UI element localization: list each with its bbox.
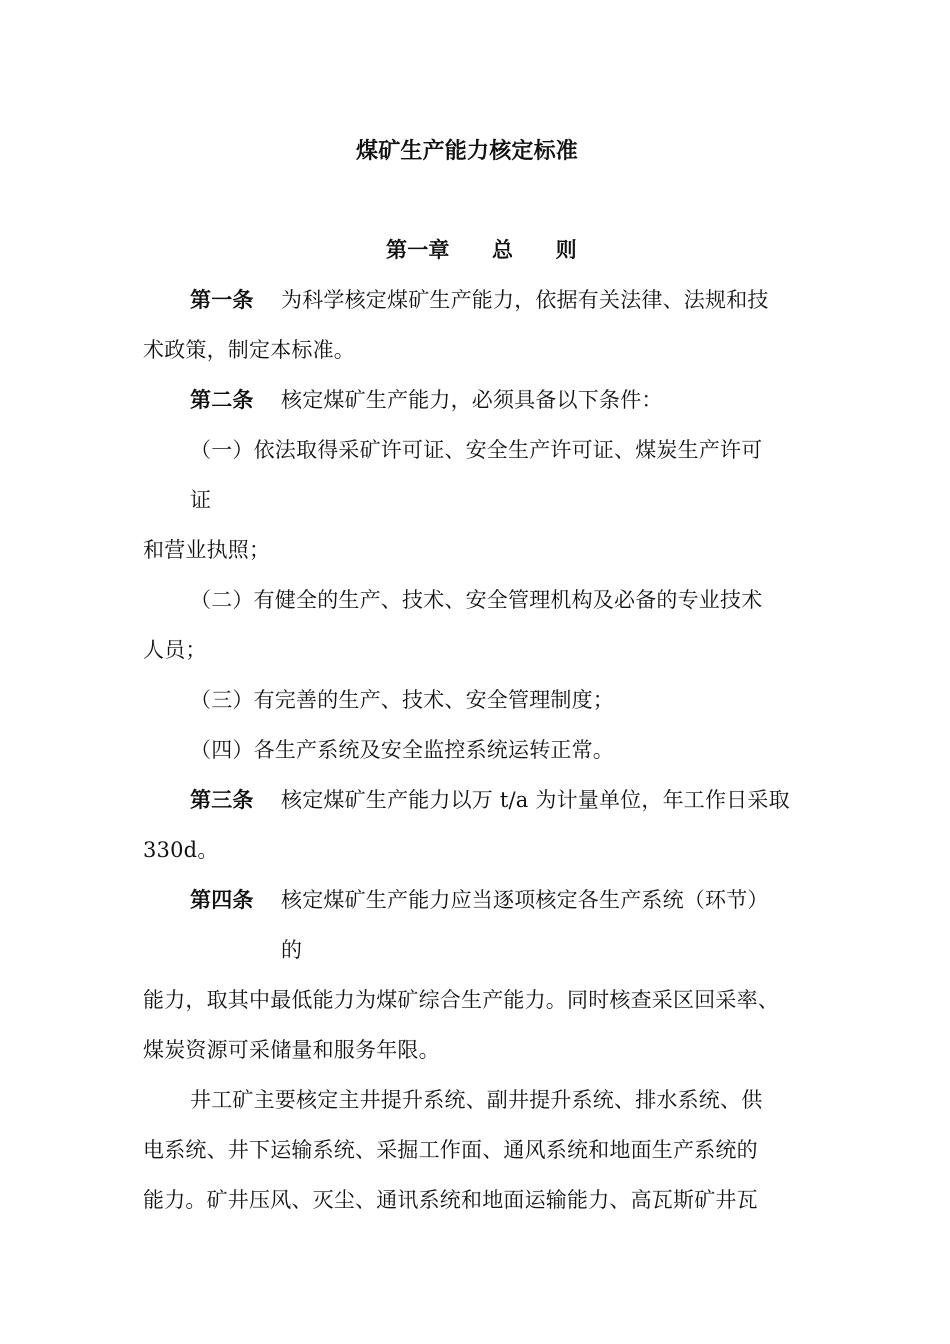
article-4-text-cont3: 煤炭资源可采储量和服务年限。 (143, 1038, 440, 1062)
chapter-heading: 第一章 总 则 (386, 238, 577, 262)
article-3-label: 第三条 (190, 788, 254, 812)
article-4-text-cont2: 能力，取其中最低能力为煤矿综合生产能力。同时核查采区回采率、 (143, 988, 779, 1012)
paragraph-underground-mine-cont: 电系统、井下运输系统、采掘工作面、通风系统和地面生产系统的 (143, 1138, 758, 1162)
condition-item-1-cont2: 和营业执照； (143, 538, 271, 562)
condition-item-4: （四）各生产系统及安全监控系统运转正常。 (190, 738, 614, 762)
article-1-text-cont: 术政策，制定本标准。 (143, 338, 355, 362)
document-title: 煤矿生产能力核定标准 (356, 139, 579, 164)
article-2-text: 核定煤矿生产能力，必须具备以下条件： (281, 388, 663, 412)
condition-item-2: （二）有健全的生产、技术、安全管理机构及必备的专业技术 (190, 588, 763, 612)
article-3-text: 核定煤矿生产能力以万 t/a 为计量单位，年工作日采取 (281, 788, 790, 812)
article-1-label: 第一条 (190, 288, 254, 312)
article-4-label: 第四条 (190, 888, 254, 912)
article-2-label: 第二条 (190, 388, 254, 412)
condition-item-3: （三）有完善的生产、技术、安全管理制度； (190, 688, 614, 712)
condition-item-1: （一）依法取得采矿许可证、安全生产许可证、煤炭生产许可 (190, 438, 763, 462)
condition-item-2-cont: 人员； (143, 638, 207, 662)
paragraph-underground-mine-cont2: 能力。矿井压风、灭尘、通讯系统和地面运输能力、高瓦斯矿井瓦 (143, 1188, 758, 1212)
article-4-text-cont: 的 (281, 938, 303, 962)
article-3-text-cont: 330d。 (143, 838, 219, 862)
condition-item-1-cont: 证 (190, 488, 212, 512)
article-1-text: 为科学核定煤矿生产能力，依据有关法律、法规和技 (281, 288, 769, 312)
article-4-text: 核定煤矿生产能力应当逐项核定各生产系统（环节） (281, 888, 769, 912)
paragraph-underground-mine: 井工矿主要核定主井提升系统、副井提升系统、排水系统、供 (190, 1088, 763, 1112)
